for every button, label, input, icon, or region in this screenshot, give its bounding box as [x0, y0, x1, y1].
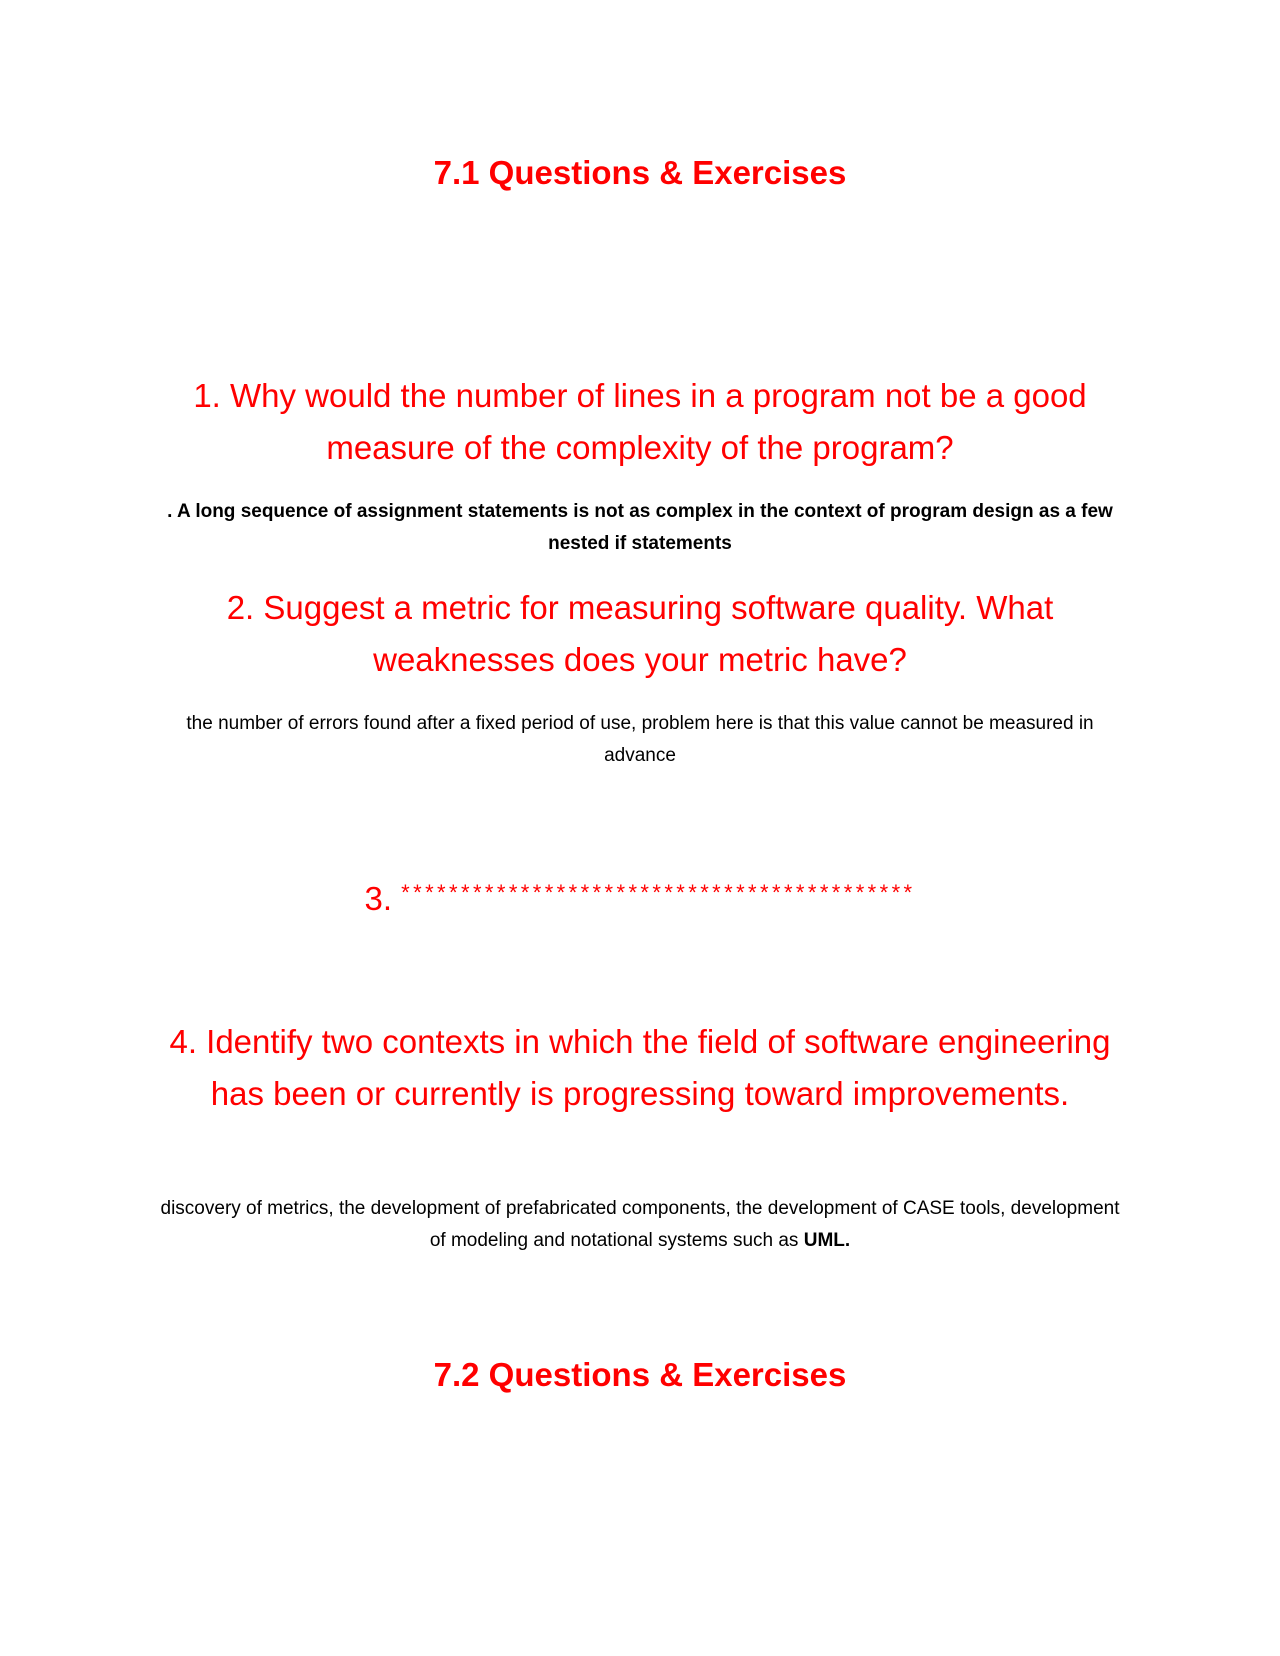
question-1: 1. Why would the number of lines in a program not be a good measure of the complexity of the program?	[193, 377, 1087, 466]
question-4: 4. Identify two contexts in which the field of software engineering has been or currently is progressing toward improvements.	[169, 1023, 1111, 1112]
answer-4-bold-term: UML.	[803, 1230, 851, 1251]
question-3	[150, 873, 1130, 919]
section-title-7-1: 7.1 Questions & Exercises	[433, 154, 847, 191]
section-title-7-2: 7.2 Questions & Exercises	[433, 1356, 847, 1393]
answer-2: the number of errors found after a fixed period of use, problem here is that this value cannot be measured in advance	[186, 713, 1094, 766]
question-3-redacted-stars: *******************************************	[401, 880, 916, 905]
question-3-number: 3.	[364, 880, 392, 917]
answer-4	[150, 1193, 1130, 1257]
question-2: 2. Suggest a metric for measuring software quality. What weaknesses does your metric have?	[226, 589, 1054, 678]
answer-1: . A long sequence of assignment statements is not as complex in the context of program design as a few nested if statements	[167, 501, 1113, 554]
answer-4-text: discovery of metrics, the development of prefabricated components, the development of CASE tools, development of modeling and notational systems such as	[160, 1198, 1120, 1251]
